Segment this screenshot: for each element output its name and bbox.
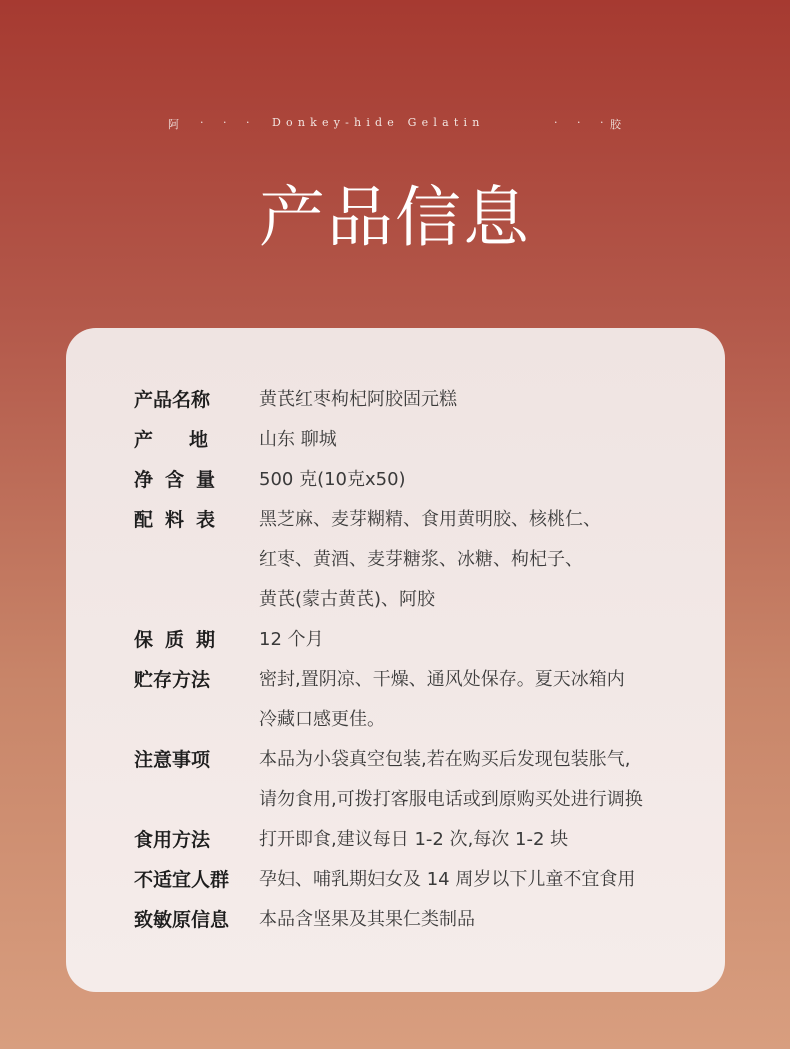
info-row-product-name bbox=[134, 380, 694, 420]
row-value-line: 孕妇、哺乳期妇女及 14 周岁以下儿童不宜食用 bbox=[259, 869, 636, 890]
row-value-line: 黄芪(蒙古黄芪)、阿胶 bbox=[259, 589, 436, 610]
row-value bbox=[259, 380, 694, 420]
info-row-ingredients bbox=[134, 500, 694, 620]
info-row-shelf-life bbox=[134, 620, 694, 660]
tagline-left-char: 阿 bbox=[168, 118, 179, 131]
tagline-right-char: 胶 bbox=[610, 118, 621, 131]
row-value-line: 红枣、黄酒、麦芽糖浆、冰糖、枸杞子、 bbox=[259, 549, 583, 570]
row-value bbox=[259, 500, 694, 620]
info-row-notes bbox=[134, 740, 694, 820]
row-value bbox=[259, 620, 694, 660]
row-value bbox=[259, 740, 694, 820]
row-value-line: 黄芪红枣枸杞阿胶固元糕 bbox=[259, 389, 457, 410]
row-label: 致敏原信息 bbox=[134, 909, 230, 931]
info-row-net-content bbox=[134, 460, 694, 500]
info-row-storage bbox=[134, 660, 694, 740]
info-list bbox=[134, 380, 694, 940]
row-label: 净含量 bbox=[134, 469, 228, 491]
page-title: 产品信息 bbox=[259, 179, 531, 256]
row-label: 不适宜人群 bbox=[134, 869, 230, 891]
row-value-line: 500 克(10克x50) bbox=[259, 469, 406, 490]
row-label: 贮存方法 bbox=[134, 669, 211, 691]
info-row-allergen bbox=[134, 900, 694, 940]
row-value bbox=[259, 820, 694, 860]
row-label: 产地 bbox=[134, 429, 245, 451]
row-value-line: 12 个月 bbox=[259, 629, 324, 650]
tagline-dots-right: · · · bbox=[554, 116, 612, 129]
row-value-line: 请勿食用,可拨打客服电话或到原购买处进行调换 bbox=[259, 789, 643, 810]
row-label: 保质期 bbox=[134, 629, 228, 651]
row-value-line: 山东 聊城 bbox=[259, 429, 337, 450]
row-value-line: 本品含坚果及其果仁类制品 bbox=[259, 909, 475, 930]
row-value bbox=[259, 860, 694, 900]
row-label: 配料表 bbox=[134, 509, 228, 531]
row-label: 食用方法 bbox=[134, 829, 211, 851]
product-info-card bbox=[66, 328, 725, 992]
row-value-line: 打开即食,建议每日 1-2 次,每次 1-2 块 bbox=[259, 829, 569, 850]
row-value-line: 本品为小袋真空包装,若在购买后发现包装胀气, bbox=[259, 749, 631, 770]
info-row-unsuitable bbox=[134, 860, 694, 900]
row-label: 注意事项 bbox=[134, 749, 211, 771]
row-value-line: 黑芝麻、麦芽糊精、食用黄明胶、核桃仁、 bbox=[259, 509, 601, 530]
tagline-dots-left: · · · bbox=[200, 116, 258, 129]
info-row-usage bbox=[134, 820, 694, 860]
row-value bbox=[259, 420, 694, 460]
info-row-origin bbox=[134, 420, 694, 460]
row-value bbox=[259, 460, 694, 500]
row-value bbox=[259, 660, 694, 740]
row-value bbox=[259, 900, 694, 940]
row-label: 产品名称 bbox=[134, 389, 211, 411]
tagline bbox=[0, 116, 790, 132]
tagline-english: Donkey-hide Gelatin bbox=[272, 116, 485, 129]
row-value-line: 冷藏口感更佳。 bbox=[259, 709, 385, 730]
row-value-line: 密封,置阴凉、干燥、通风处保存。夏天冰箱内 bbox=[259, 669, 625, 690]
